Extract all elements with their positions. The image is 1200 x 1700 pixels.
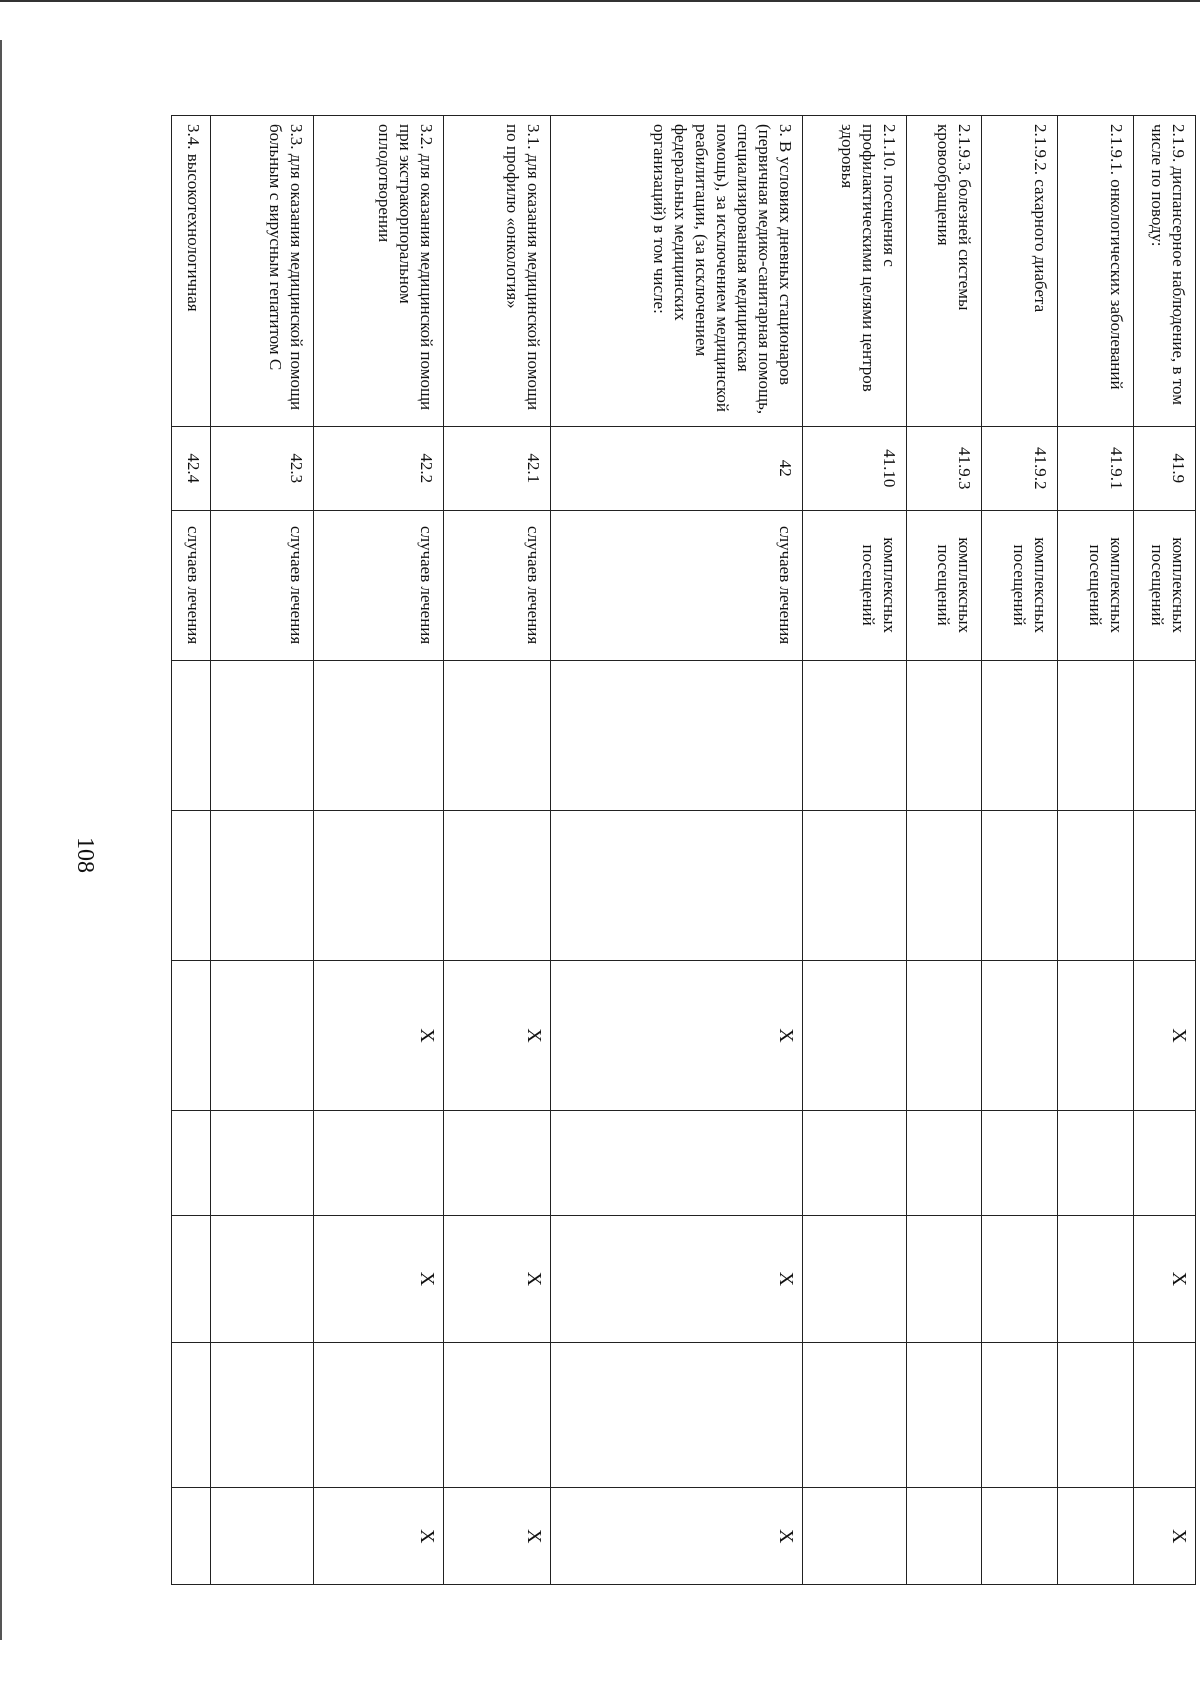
value-cell-c5 [1133,810,1195,960]
value-cell-c8: X [444,1216,550,1343]
value-cell-c10: X [314,1488,444,1585]
row-number-cell: 41.9.2 [982,426,1058,510]
unit-cell: случаев лечения [172,510,211,660]
unit-cell: комплексных посещений [1058,510,1134,660]
value-cell-c7 [906,1111,982,1216]
row-name-cell: 2.1.10. посещения с профилактическими целями центров здоровья [802,116,906,427]
value-cell-c8 [1058,1216,1134,1343]
value-cell-c8: X [1133,1216,1195,1343]
value-cell-c5 [982,810,1058,960]
value-cell-c8 [906,1216,982,1343]
value-cell-c10 [802,1488,906,1585]
value-cell-c4 [550,660,802,810]
value-cell-c7 [172,1111,211,1216]
value-cell-c5 [550,810,802,960]
value-cell-c7 [210,1111,314,1216]
value-cell-c6: X [314,960,444,1110]
value-cell-c8 [802,1216,906,1343]
value-cell-c7 [550,1111,802,1216]
row-number-cell: 41.9 [1133,426,1195,510]
value-cell-c8: X [314,1216,444,1343]
value-cell-c6 [172,960,211,1110]
table-row [1133,116,1195,1585]
row-name-cell: 3.1. для оказания медицинской помощи по профилю «онкология» [444,116,550,427]
value-cell-c7 [802,1111,906,1216]
value-cell-c5 [314,810,444,960]
row-name-cell: 3. В условиях дневных стационаров (первичная медико-санитарная помощь, специализированная медицинская помощь), за исключением медицинской реабилитации, (за исключением федеральных медицинских организаций) в том числе: [550,116,802,427]
value-cell-c10 [982,1488,1058,1585]
value-cell-c4 [1133,660,1195,810]
value-cell-c9 [1058,1342,1134,1488]
row-name-cell: 2.1.9. диспансерное наблюдение, в том числе по поводу: [1133,116,1195,427]
page-left-edge [0,40,2,1640]
row-number-cell: 42 [550,426,802,510]
value-cell-c6 [906,960,982,1110]
value-cell-c5 [444,810,550,960]
row-name-cell: 2.1.9.1. онкологических заболеваний [1058,116,1134,427]
value-cell-c8: X [550,1216,802,1343]
unit-cell: случаев лечения [210,510,314,660]
value-cell-c10: X [444,1488,550,1585]
table-row [906,116,982,1585]
value-cell-c10 [1058,1488,1134,1585]
value-cell-c8 [210,1216,314,1343]
value-cell-c6: X [550,960,802,1110]
value-cell-c8 [982,1216,1058,1343]
value-cell-c8 [172,1216,211,1343]
page-number: 108 [72,837,98,873]
table-row [550,116,802,1585]
value-cell-c10: X [1133,1488,1195,1585]
services-table [171,115,1196,1585]
value-cell-c9 [314,1342,444,1488]
row-number-cell: 41.9.1 [1058,426,1134,510]
value-cell-c6 [982,960,1058,1110]
value-cell-c10: X [550,1488,802,1585]
value-cell-c4 [314,660,444,810]
value-cell-c7 [314,1111,444,1216]
unit-cell: комплексных посещений [1133,510,1195,660]
row-name-cell: 2.1.9.2. сахарного диабета [982,116,1058,427]
row-name-cell: 2.1.9.3. болезней системы кровообращения [906,116,982,427]
value-cell-c5 [802,810,906,960]
table-row [802,116,906,1585]
unit-cell: случаев лечения [550,510,802,660]
value-cell-c5 [210,810,314,960]
value-cell-c9 [550,1342,802,1488]
value-cell-c6 [210,960,314,1110]
value-cell-c9 [1133,1342,1195,1488]
rotated-table-container [171,115,1196,1585]
value-cell-c9 [444,1342,550,1488]
table-row [444,116,550,1585]
value-cell-c9 [982,1342,1058,1488]
value-cell-c4 [444,660,550,810]
value-cell-c9 [802,1342,906,1488]
row-number-cell: 42.2 [314,426,444,510]
value-cell-c5 [172,810,211,960]
unit-cell: случаев лечения [314,510,444,660]
value-cell-c4 [802,660,906,810]
row-name-cell: 3.3. для оказания медицинской помощи больным с вирусным гепатитом С [210,116,314,427]
value-cell-c10 [172,1488,211,1585]
row-number-cell: 42.3 [210,426,314,510]
unit-cell: комплексных посещений [802,510,906,660]
page-top-edge [0,0,1200,2]
value-cell-c4 [210,660,314,810]
value-cell-c6: X [1133,960,1195,1110]
row-number-cell: 42.4 [172,426,211,510]
value-cell-c10 [210,1488,314,1585]
value-cell-c9 [906,1342,982,1488]
value-cell-c7 [1133,1111,1195,1216]
row-name-cell: 3.2. для оказания медицинской помощи при экстракорпоральном оплодотворении [314,116,444,427]
value-cell-c7 [982,1111,1058,1216]
row-number-cell: 41.9.3 [906,426,982,510]
table-body [172,116,1196,1585]
table-row [172,116,211,1585]
unit-cell: комплексных посещений [906,510,982,660]
unit-cell: случаев лечения [444,510,550,660]
row-name-cell: 3.4. высокотехнологичная [172,116,211,427]
unit-cell: комплексных посещений [982,510,1058,660]
value-cell-c4 [982,660,1058,810]
table-row [1058,116,1134,1585]
value-cell-c4 [172,660,211,810]
row-number-cell: 41.10 [802,426,906,510]
row-number-cell: 42.1 [444,426,550,510]
value-cell-c6 [802,960,906,1110]
value-cell-c9 [210,1342,314,1488]
table-row [314,116,444,1585]
value-cell-c4 [906,660,982,810]
table-row [210,116,314,1585]
value-cell-c9 [172,1342,211,1488]
value-cell-c7 [1058,1111,1134,1216]
value-cell-c5 [1058,810,1134,960]
value-cell-c4 [1058,660,1134,810]
table-row [982,116,1058,1585]
value-cell-c6 [1058,960,1134,1110]
value-cell-c7 [444,1111,550,1216]
value-cell-c5 [906,810,982,960]
value-cell-c6: X [444,960,550,1110]
value-cell-c10 [906,1488,982,1585]
